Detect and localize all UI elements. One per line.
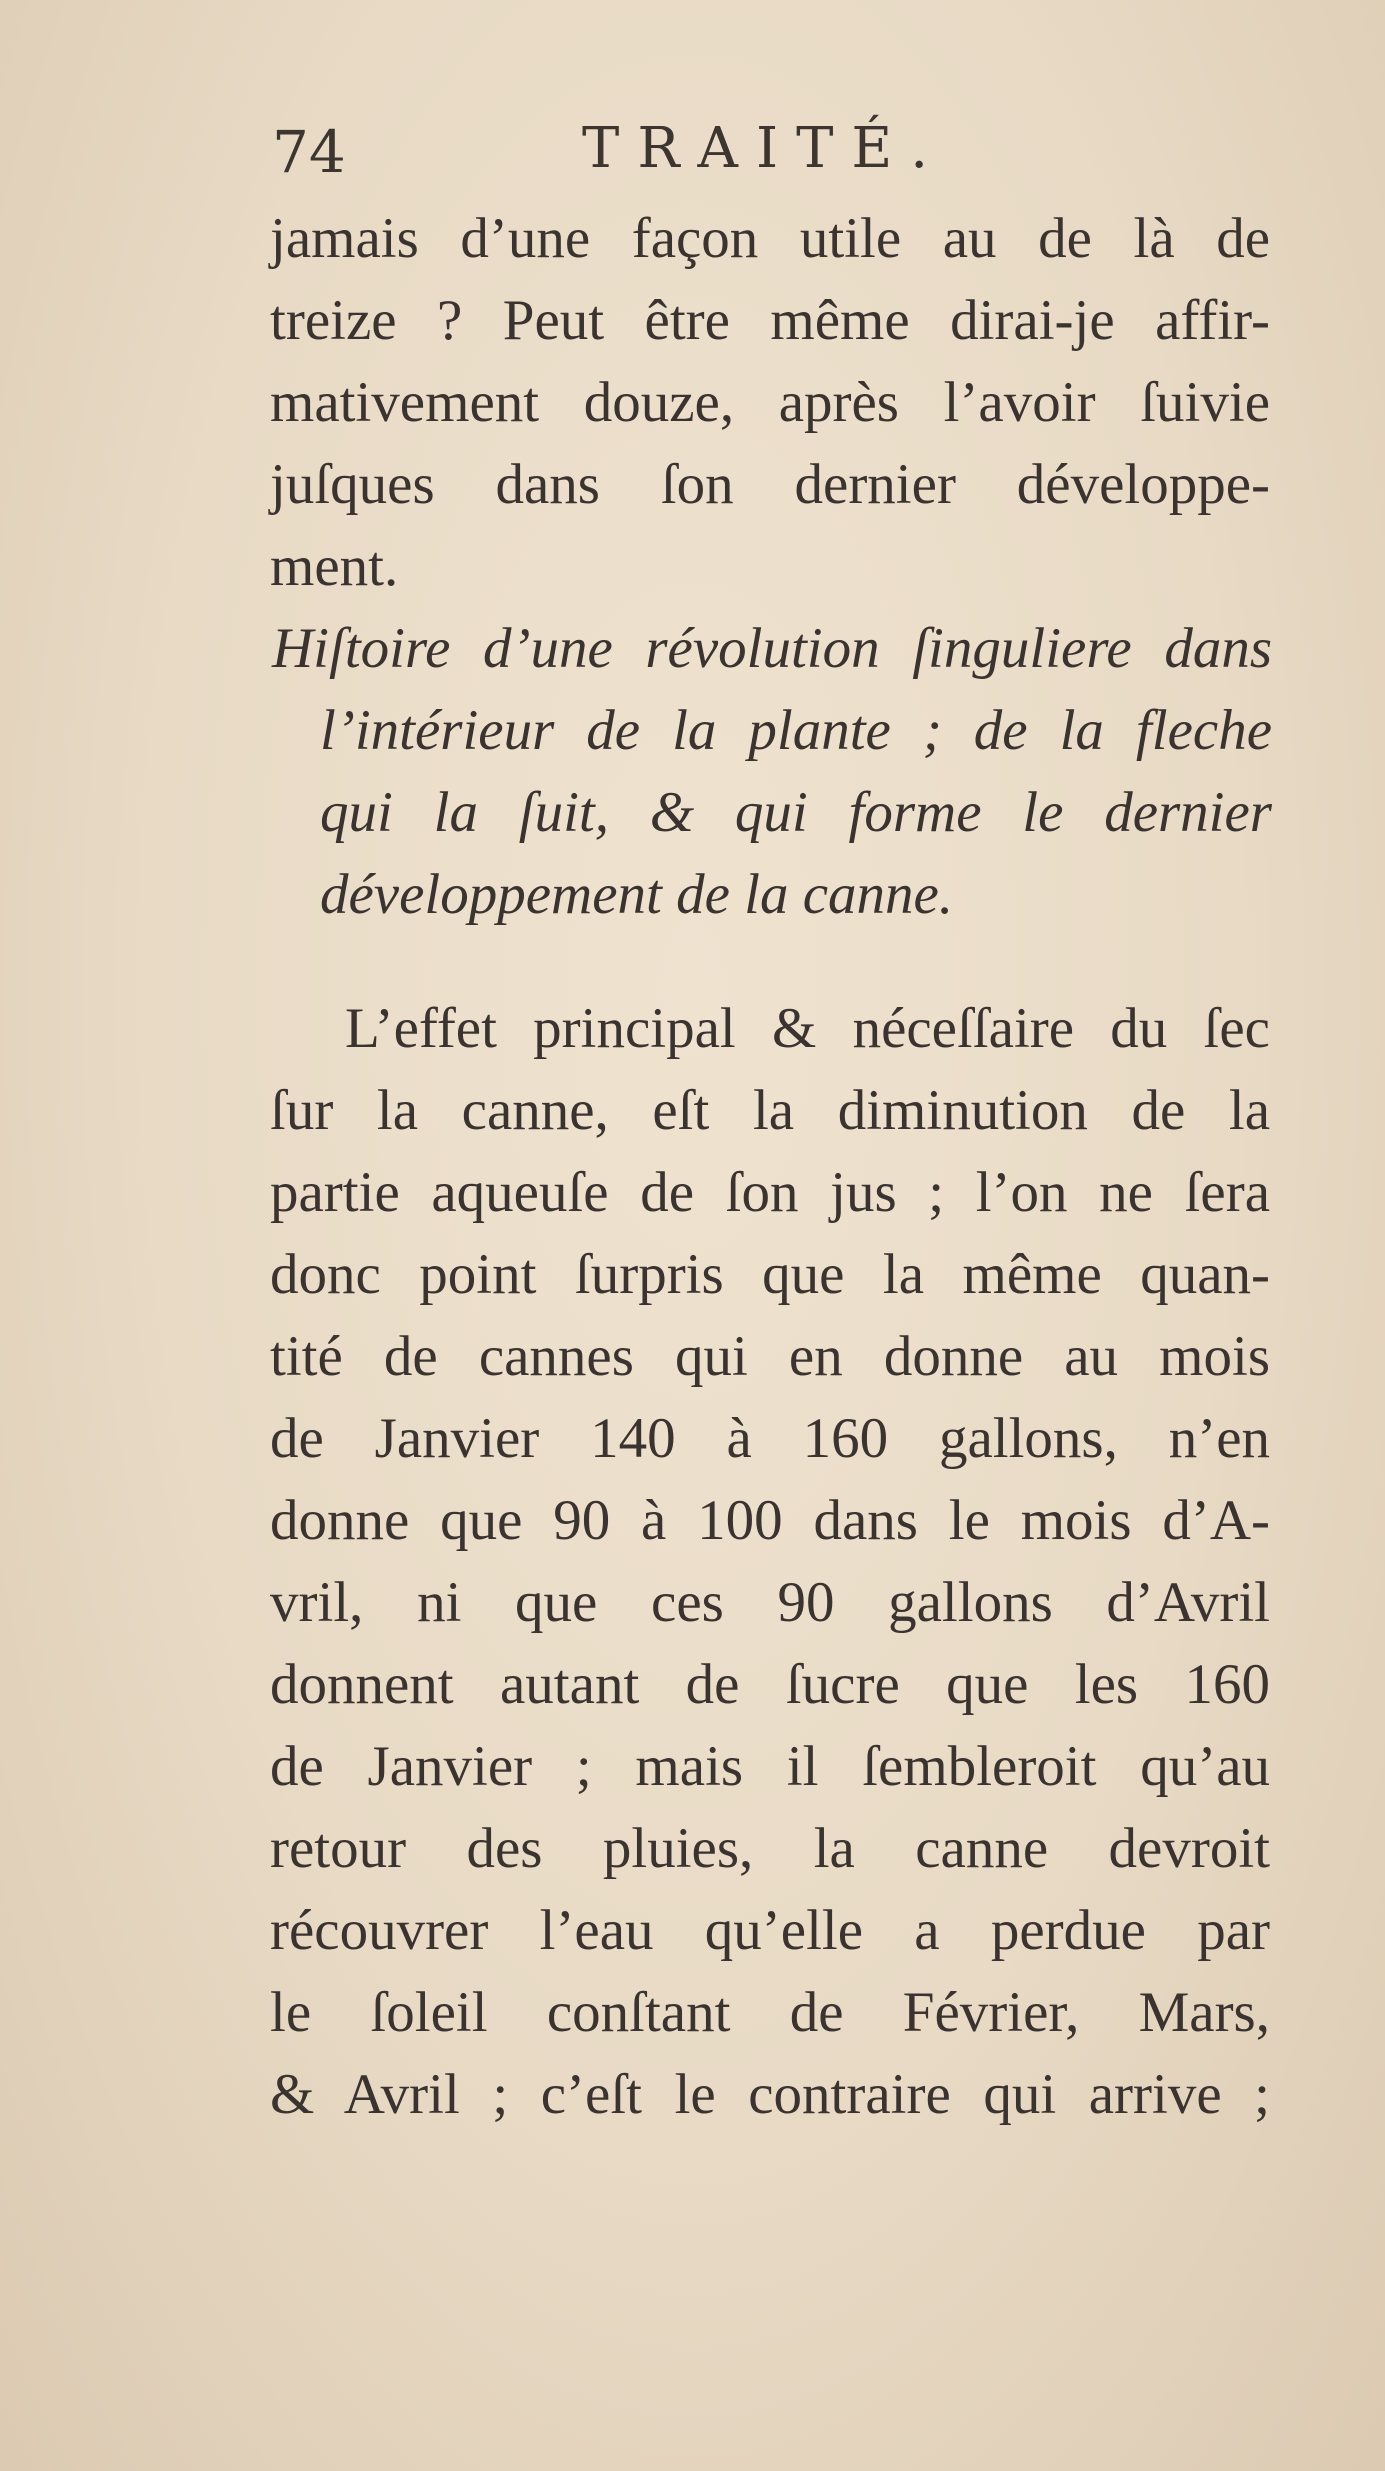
paragraph-2-line-2: ſur la canne, eſt la diminution de la [270, 1079, 1270, 1142]
paragraph-2-line-4: donc point ſurpris que la même quan- [270, 1243, 1270, 1306]
paragraph-2-line-10: de Janvier ; mais il ſembleroit qu’au [270, 1735, 1270, 1798]
paragraph-2-line-13: le ſoleil conſtant de Février, Mars, [270, 1981, 1270, 2044]
page-header [272, 118, 992, 198]
paragraph-1-line-3: mativement douze, après l’avoir ſuivie [270, 371, 1270, 434]
paragraph-1-line-2: treize ? Peut être même dirai-je affir- [270, 289, 1270, 352]
running-title: TRAITÉ. [582, 116, 947, 181]
section-heading-line-3: qui la ſuit, & qui forme le dernier [320, 781, 1272, 844]
section-heading-line-1: Hiſtoire d’une révolution ſinguliere dans [272, 617, 1272, 680]
paragraph-2-line-12: récouvrer l’eau qu’elle a perdue par [270, 1899, 1270, 1962]
paragraph-2-line-5: tité de cannes qui en donne au mois [270, 1325, 1270, 1388]
section-heading-line-2: l’intérieur de la plante ; de la fleche [320, 699, 1272, 762]
paragraph-2-line-7: donne que 90 à 100 dans le mois d’A- [270, 1489, 1270, 1552]
paragraph-2-line-9: donnent autant de ſucre que les 160 [270, 1653, 1270, 1716]
paragraph-2-line-3: partie aqueuſe de ſon jus ; l’on ne ſera [270, 1161, 1270, 1224]
paragraph-2-line-8: vril, ni que ces 90 gallons d’Avril [270, 1571, 1270, 1634]
paragraph-2-line-11: retour des pluies, la canne devroit [270, 1817, 1270, 1880]
paragraph-2-line-6: de Janvier 140 à 160 gallons, n’en [270, 1407, 1270, 1470]
paragraph-1-line-4: juſques dans ſon dernier développe- [270, 453, 1270, 516]
page-number: 74 [272, 118, 346, 186]
paragraph-1-line-5: ment. [270, 535, 399, 598]
paragraph-2-line-14: & Avril ; c’eſt le contraire qui arrive ; [270, 2063, 1270, 2126]
paragraph-2-line-1: L’effet principal & néceſſaire du ſec [345, 997, 1270, 1060]
section-heading-line-4: développement de la canne. [320, 863, 954, 926]
paragraph-1-line-1: jamais d’une façon utile au de là de [270, 207, 1270, 270]
